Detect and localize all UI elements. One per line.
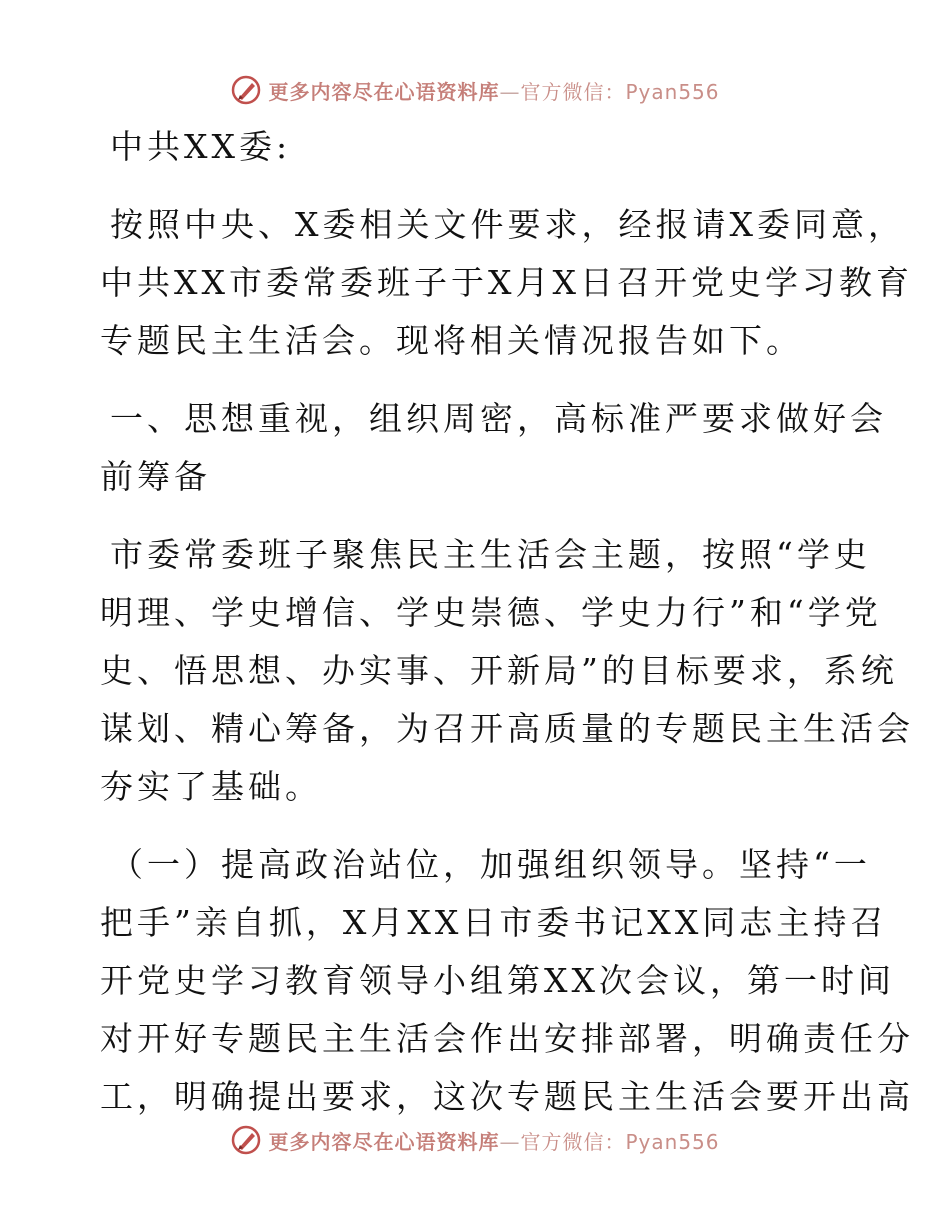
watermark-brand: 更多内容尽在心语资料库 <box>268 1129 500 1154</box>
watermark-label: 官方微信： <box>520 79 626 104</box>
text-line: 市委常委班子聚焦民主生活会主题，按照“学史 <box>110 535 871 574</box>
pen-logo-icon <box>230 74 262 106</box>
salutation-paragraph <box>100 118 860 176</box>
text-line: 谋划、精心筹备，为召开高质量的专题民主生活会 <box>100 709 914 748</box>
document-body <box>100 118 914 1126</box>
watermark-separator: — <box>499 1129 521 1154</box>
text-line: 开党史学习教育领导小组第XX次会议，第一时间 <box>100 961 895 1000</box>
text-line: 工，明确提出要求，这次专题民主生活会要开出高 <box>100 1077 914 1116</box>
header-watermark <box>0 70 950 110</box>
watermark-text <box>268 76 719 105</box>
text-line: 史、悟思想、办实事、开新局”的目标要求，系统 <box>100 651 898 690</box>
text-line: （一）提高政治站位，加强组织领导。坚持“一 <box>110 845 871 884</box>
watermark-text <box>268 1126 719 1155</box>
watermark-account: Pyan556 <box>625 1129 720 1154</box>
intro-paragraph <box>100 196 913 370</box>
text-line: 中共XX委: <box>110 127 292 166</box>
footer-watermark <box>0 1120 950 1160</box>
text-line: 专题民主生活会。现将相关情况报告如下。 <box>100 321 803 360</box>
watermark-label: 官方微信： <box>520 1129 626 1154</box>
watermark-separator: — <box>499 79 521 104</box>
text-line: 明理、学史增信、学史崇德、学史力行”和“学党 <box>100 593 882 632</box>
text-line: 夯实了基础。 <box>100 767 322 806</box>
body-paragraph <box>100 836 914 1126</box>
body-paragraph <box>100 526 914 816</box>
watermark-account: Pyan556 <box>625 79 720 104</box>
section-heading <box>100 390 887 506</box>
text-line: 按照中央、X委相关文件要求，经报请X委同意， <box>110 205 905 244</box>
text-line: 一、思想重视，组织周密，高标准严要求做好会 <box>110 399 887 438</box>
text-line: 前筹备 <box>100 457 211 496</box>
pen-logo-icon <box>230 1124 262 1156</box>
text-line: 把手”亲自抓，X月XX日市委书记XX同志主持召 <box>100 903 888 942</box>
watermark-brand: 更多内容尽在心语资料库 <box>268 79 500 104</box>
text-line: 中共XX市委常委班子于X月X日召开党史学习教育 <box>100 263 913 302</box>
text-line: 对开好专题民主生活会作出安排部署，明确责任分 <box>100 1019 914 1058</box>
